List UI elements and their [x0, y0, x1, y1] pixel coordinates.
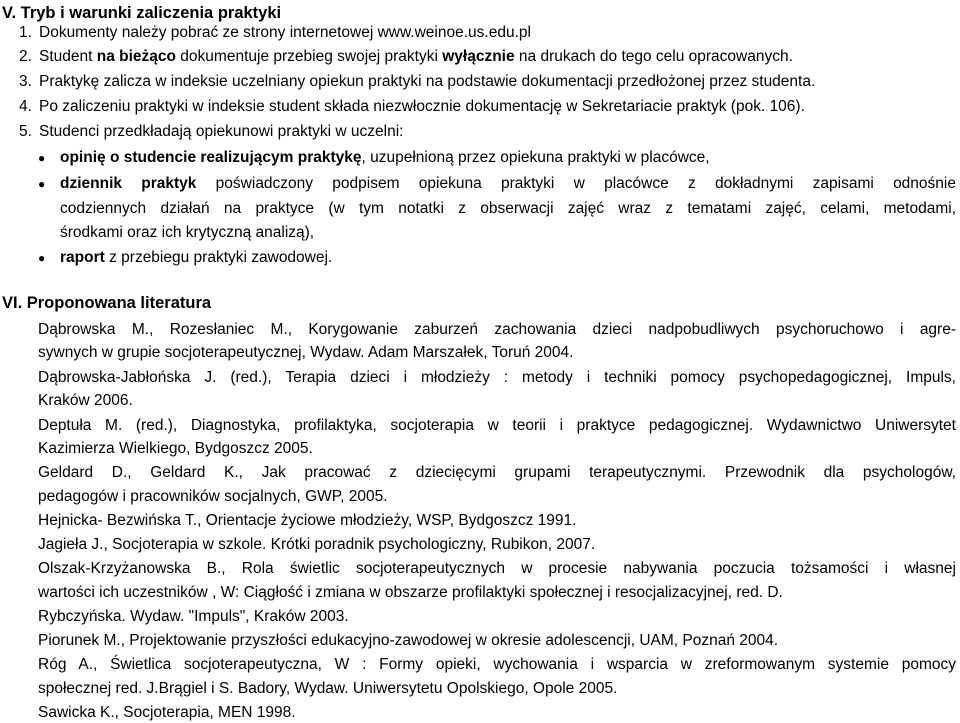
item-text-mid: dokumentuje przebieg swojej praktyki — [176, 48, 443, 65]
bullet-text: z przebiegu praktyki zawodowej. — [104, 249, 333, 266]
bib-line: pedagogów i pracowników socjalnych, GWP, 2005. — [38, 488, 388, 505]
bullet-text: poświadczony podpisem opiekuna praktyki w placówce z dokładnymi zapisami odnośnie — [196, 175, 956, 192]
bib-line: sywnych w grupie socjoterapeutycznej, Wydaw. Adam Marszałek, Toruń 2004. — [38, 344, 574, 361]
bullet-text: , uzupełnioną przez opiekuna praktyki w placówce, — [361, 149, 710, 166]
bib-line: społecznej red. J.Brągiel i S. Badory, Wydaw. Uniwersytetu Opolskiego, Opole 2005. — [38, 680, 618, 697]
bib-line: Sawicka K., Socjoterapia, MEN 1998. — [38, 704, 296, 721]
item-number: 4. — [19, 98, 32, 115]
bullet-bold: raport — [60, 249, 105, 266]
bib-line: Kraków 2006. — [38, 392, 133, 409]
bullet-dot-icon: ● — [38, 151, 46, 165]
item-number: 5. — [19, 123, 32, 140]
item-number: 1. — [19, 24, 32, 41]
bullet-item-opinion — [60, 148, 710, 168]
bullet-dot-icon: ● — [38, 177, 46, 191]
item-text: Studenci przedkładają opiekunowi praktyki w uczelni: — [39, 123, 404, 140]
item-number: 3. — [19, 73, 32, 90]
bib-line: Dąbrowska-Jabłońska J. (red.), Terapia dzieci i młodzieży : metody i techniki pomocy psychopedagogicznej, Impuls, — [38, 369, 956, 386]
bib-line: Deptuła M. (red.), Diagnostyka, profilaktyka, socjoterapia w teorii i praktyce pedagogicznej. Wydawnictwo Uniwersytet — [38, 417, 956, 434]
bullet-item-journal — [60, 174, 956, 194]
bib-line: Olszak-Krzyżanowska B., Rola świetlic socjoterapeutycznych w procesie nabywania poczucia tożsamości i własnej — [38, 560, 956, 577]
item-number: 2. — [19, 48, 32, 65]
item-text-pre: Student — [39, 48, 97, 65]
bib-line: Hejnicka- Bezwińska T., Orientacje życiowe młodzieży, WSP, Bydgoszcz 1991. — [38, 512, 577, 529]
list-item-5 — [19, 122, 403, 142]
item-text: Po zaliczeniu praktyki w indeksie student składa niezwłocznie dokumentację w Sekretariacie praktyk (pok. 106). — [39, 98, 805, 115]
bullet-dot-icon: ● — [38, 251, 46, 265]
list-item-4 — [19, 97, 805, 117]
section-heading-literatura: VI. Proponowana literatura — [2, 294, 212, 312]
bullet-item-journal-line2: codziennych działań na praktyce (w tym notatki z obserwacji zajęć wraz z tematami zajęć, celami, metodami, — [60, 200, 956, 217]
bullet-bold: dziennik praktyk — [60, 175, 197, 192]
bullet-item-journal-line3: środkami oraz ich krytyczną analizą), — [60, 224, 315, 241]
section-heading-tryb: V. Tryb i warunki zaliczenia praktyki — [2, 4, 282, 22]
list-item-2 — [19, 47, 793, 67]
bib-line: Kazimierza Wielkiego, Bydgoszcz 2005. — [38, 440, 313, 457]
bib-line: Dąbrowska M., Rozesłaniec M., Korygowanie zaburzeń zachowania dzieci nadpobudliwych psychoruchowo i agre- — [38, 321, 956, 338]
bib-line: Jagieła J., Socjoterapia w szkole. Krótki poradnik psychologiczny, Rubikon, 2007. — [38, 536, 596, 553]
bullet-bold: opinię o studencie realizującym praktykę — [60, 149, 362, 166]
bib-line: wartości ich uczestników , W: Ciągłość i zmiana w obszarze profilaktyki społecznej i resocjalizacyjnej, red. D. — [38, 584, 783, 601]
item-text-post: na drukach do tego celu opracowanych. — [514, 48, 793, 65]
list-item-1 — [19, 23, 531, 43]
item-text: Praktykę zalicza w indeksie uczelniany opiekun praktyki na podstawie dokumentacji przedłożonej przez studenta. — [39, 73, 816, 90]
item-text-bold: na bieżąco — [96, 48, 176, 65]
bib-line: Piorunek M., Projektowanie przyszłości edukacyjno-zawodowej w okresie adolescencji, UAM, Poznań 2004. — [38, 632, 779, 649]
item-text-bold: wyłącznie — [442, 48, 515, 65]
bullet-item-report — [60, 248, 332, 268]
item-text: Dokumenty należy pobrać ze strony internetowej www.weinoe.us.edu.pl — [39, 24, 531, 41]
bib-line: Geldard D., Geldard K., Jak pracować z dziecięcymi grupami terapeutycznymi. Przewodnik dla psychologów, — [38, 464, 956, 481]
list-item-3 — [19, 72, 815, 92]
bib-line: Róg A., Świetlica socjoterapeutyczna, W : Formy opieki, wychowania i wsparcia w zreformowanym systemie pomocy — [38, 656, 956, 673]
bib-line: Rybczyńska. Wydaw. "Impuls", Kraków 2003. — [38, 608, 349, 625]
